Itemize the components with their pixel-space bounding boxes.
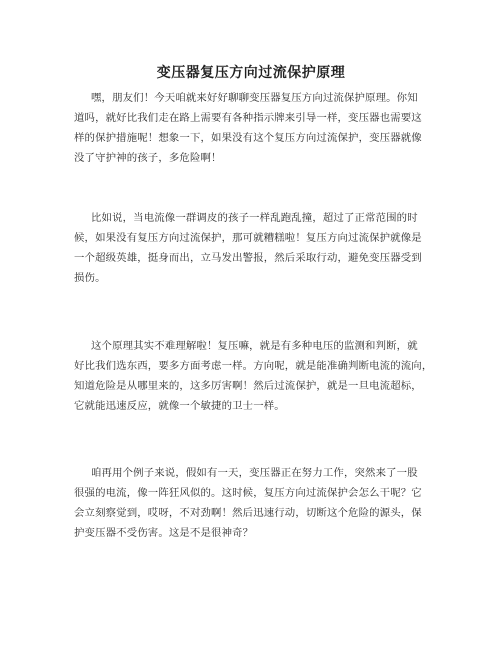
paragraph-line: 一个超级英雄，挺身而出，立马发出警报，然后采取行动，避免变压器受到 xyxy=(74,252,422,264)
paragraph-line: 损伤。 xyxy=(74,272,106,284)
paragraph-1 xyxy=(74,88,438,168)
paragraph-2 xyxy=(74,208,438,288)
paragraph-line: 很强的电流，像一阵狂风似的。这时候，复压方向过流保护会怎么干呢？它 xyxy=(74,487,422,499)
paragraph-line: 咱再用个例子来说，假如有一天，变压器正在努力工作，突然来了一股 xyxy=(91,467,418,479)
paragraph-line: 嘿，朋友们！今天咱就来好好聊聊变压器复压方向过流保护原理。你知 xyxy=(91,92,418,104)
paragraph-line: 没了守护神的孩子，多危险啊！ xyxy=(74,152,222,164)
paragraph-line: 好比我们选东西，要多方面考虑一样。方向呢，就是能准确判断电流的流向， xyxy=(74,360,433,372)
paragraph-line: 这个原理其实不难理解啦！复压嘛，就是有多种电压的监测和判断，就 xyxy=(91,340,418,352)
paragraph-line: 护变压器不受伤害。这是不是很神奇？ xyxy=(74,527,254,539)
paragraph-line: 知道危险是从哪里来的，这多厉害啊！然后过流保护，就是一旦电流超标， xyxy=(74,380,422,392)
paragraph-line: 候，如果没有复压方向过流保护，那可就糟糕啦！复压方向过流保护就像是 xyxy=(74,232,422,244)
paragraph-line: 比如说，当电流像一群调皮的孩子一样乱跑乱撞，超过了正常范围的时 xyxy=(91,212,418,224)
paragraph-line: 它就能迅速反应，就像一个敏捷的卫士一样。 xyxy=(74,400,285,412)
document-title: 变压器复压方向过流保护原理 xyxy=(156,65,346,81)
paragraph-4 xyxy=(74,463,438,543)
paragraph-line: 会立刻察觉到，哎呀，不对劲啊！然后迅速行动，切断这个危险的源头，保 xyxy=(74,507,422,519)
paragraph-line: 道吗，就好比我们走在路上需要有各种指示牌来引导一样，变压器也需要这 xyxy=(74,112,422,124)
paragraph-line: 样的保护措施呢！想象一下，如果没有这个复压方向过流保护，变压器就像 xyxy=(74,132,422,144)
paragraph-3 xyxy=(74,336,438,416)
